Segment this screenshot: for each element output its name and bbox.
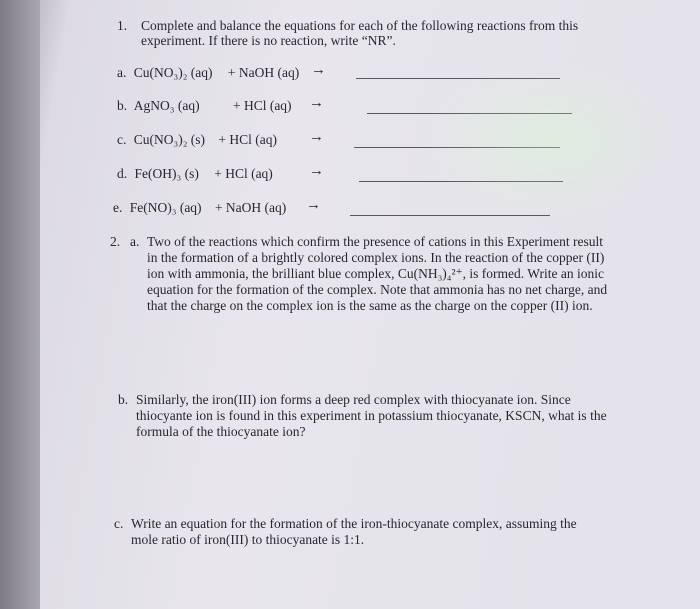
reaction-arrow-icon: → (311, 62, 326, 78)
page-edge-shadow (0, 0, 40, 609)
reaction-arrow-icon: → (306, 197, 321, 213)
question-2b-line: thiocyante ion is found in this experiment in potassium thiocyanate, KSCN, what is the (136, 408, 607, 423)
reactant-1: Cu(NO₃)₂ (aq) (133, 65, 213, 80)
reactant-2: + HCl (aq) (214, 166, 273, 181)
light-glare (420, 60, 680, 220)
question-1-instruction-line2: experiment. If there is no reaction, write “NR”. (141, 33, 396, 48)
question-2c-text (131, 516, 611, 548)
reactant-2: + NaOH (aq) (227, 65, 300, 80)
answer-blank-d[interactable] (359, 181, 563, 182)
answer-blank-e[interactable] (350, 215, 550, 216)
reactant-1: AgNO₃ (aq) (133, 98, 200, 113)
question-2a-line: that the charge on the complex ion is the same as the charge on the copper (II) ion. (147, 298, 593, 313)
question-2c-line: Write an equation for the formation of the iron-thiocyanate complex, assuming the (131, 516, 577, 531)
reaction-label: a. (117, 65, 127, 80)
question-2c-label: c. (114, 516, 124, 531)
answer-blank-b[interactable] (367, 113, 572, 114)
question-2a-label: a. (130, 234, 140, 249)
reaction-d (117, 166, 273, 182)
reaction-arrow-icon: → (309, 163, 324, 179)
question-2a-line: ion with ammonia, the brilliant blue complex, Cu(NH₃)₄²⁺, is formed. Write an ionic (147, 266, 604, 281)
reaction-b (117, 98, 292, 114)
answer-blank-c[interactable] (354, 147, 560, 148)
question-2b-line: formula of the thiocyanate ion? (136, 424, 306, 439)
question-2a-text (147, 234, 617, 314)
reactant-2: + HCl (aq) (218, 132, 278, 147)
reactant-2: + HCl (aq) (232, 98, 292, 113)
question-2b-label: b. (118, 392, 129, 407)
reaction-arrow-icon: → (309, 95, 324, 111)
question-2b-line: Similarly, the iron(III) ion forms a deep red complex with thiocyanate ion. Since (136, 392, 571, 407)
reaction-a (117, 65, 299, 81)
reactant-2: + NaOH (aq) (214, 200, 287, 215)
reaction-c (117, 132, 277, 148)
reaction-e (113, 200, 286, 216)
reaction-label: d. (117, 166, 128, 181)
question-2b-text (136, 392, 616, 440)
reaction-label: e. (113, 200, 123, 215)
reactant-1: Fe(OH)₃ (s) (134, 166, 199, 181)
reaction-label: b. (117, 98, 128, 113)
question-1-number: 1. (117, 18, 128, 33)
question-2-number: 2. (110, 234, 121, 249)
reaction-arrow-icon: → (309, 129, 324, 145)
question-2a-line: in the formation of a brightly colored complex ions. In the reaction of the copper (II) (147, 250, 605, 265)
reactant-1: Cu(NO₃)₂ (s) (133, 132, 206, 147)
question-1-instruction-line1: Complete and balance the equations for each of the following reactions from this (141, 18, 579, 33)
question-2a-line: equation for the formation of the complex. Note that ammonia has no net charge, and (147, 282, 608, 297)
question-2c-line: mole ratio of iron(III) to thiocyanate is 1:1. (131, 532, 365, 547)
reactant-1: Fe(NO)₃ (aq) (129, 200, 202, 215)
question-2a-line: Two of the reactions which confirm the presence of cations in this Experiment result (147, 234, 604, 249)
answer-blank-a[interactable] (356, 78, 560, 79)
reaction-label: c. (117, 132, 127, 147)
